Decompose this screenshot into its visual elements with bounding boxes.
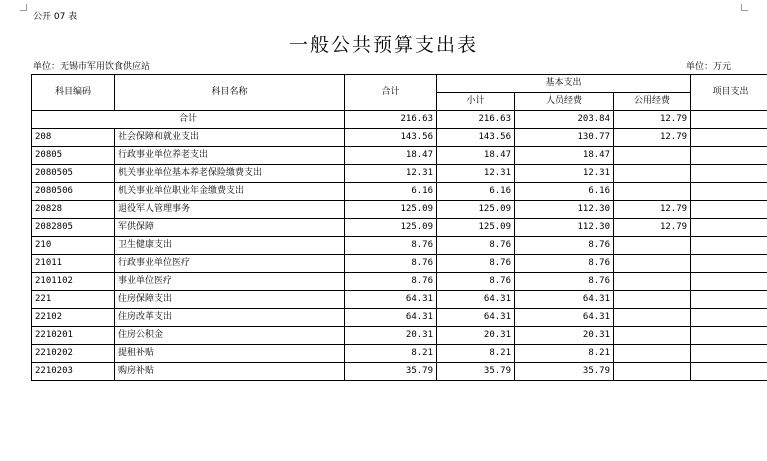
header-row xyxy=(32,75,767,93)
cell-personnel: 35.79 xyxy=(515,363,614,381)
table-row xyxy=(32,129,767,147)
header-personnel: 人员经费 xyxy=(515,93,614,111)
cell-personnel: 112.30 xyxy=(515,219,614,237)
cell-total: 6.16 xyxy=(345,183,437,201)
cell-code: 2210201 xyxy=(32,327,115,345)
cell-public xyxy=(614,273,691,291)
cell-name: 住房改革支出 xyxy=(115,309,345,327)
header-subtotal: 小计 xyxy=(437,93,515,111)
crop-mark-top-right xyxy=(741,4,748,11)
total-public: 12.79 xyxy=(614,111,691,129)
header-code: 科目编码 xyxy=(32,75,115,111)
crop-mark-top-left xyxy=(20,4,27,11)
cell-name: 机关事业单位职业年金缴费支出 xyxy=(115,183,345,201)
cell-personnel: 6.16 xyxy=(515,183,614,201)
cell-total: 125.09 xyxy=(345,219,437,237)
cell-subtotal: 125.09 xyxy=(437,219,515,237)
cell-personnel: 8.76 xyxy=(515,273,614,291)
cell-project xyxy=(691,237,767,255)
cell-project xyxy=(691,219,767,237)
page-title: 一般公共预算支出表 xyxy=(288,34,478,56)
table-row xyxy=(32,309,767,327)
cell-project xyxy=(691,291,767,309)
cell-subtotal: 35.79 xyxy=(437,363,515,381)
cell-code: 20828 xyxy=(32,201,115,219)
cell-code: 22102 xyxy=(32,309,115,327)
cell-project xyxy=(691,327,767,345)
table-row xyxy=(32,327,767,345)
cell-public: 12.79 xyxy=(614,219,691,237)
cell-subtotal: 125.09 xyxy=(437,201,515,219)
cell-total: 8.76 xyxy=(345,255,437,273)
table-row xyxy=(32,237,767,255)
cell-name: 退役军人管理事务 xyxy=(115,201,345,219)
cell-code: 20805 xyxy=(32,147,115,165)
cell-public xyxy=(614,255,691,273)
cell-subtotal: 20.31 xyxy=(437,327,515,345)
header-total: 合计 xyxy=(345,75,437,111)
table-row xyxy=(32,183,767,201)
cell-total: 64.31 xyxy=(345,309,437,327)
cell-subtotal: 8.76 xyxy=(437,273,515,291)
cell-total: 143.56 xyxy=(345,129,437,147)
cell-personnel: 64.31 xyxy=(515,291,614,309)
cell-code: 2101102 xyxy=(32,273,115,291)
table-row xyxy=(32,147,767,165)
cell-code: 210 xyxy=(32,237,115,255)
total-personnel: 203.84 xyxy=(515,111,614,129)
cell-public xyxy=(614,237,691,255)
table-row xyxy=(32,255,767,273)
cell-code: 2082805 xyxy=(32,219,115,237)
cell-total: 125.09 xyxy=(345,201,437,219)
cell-project xyxy=(691,309,767,327)
cell-public xyxy=(614,327,691,345)
reporting-unit: 单位：无锡市军用饮食供应站 xyxy=(33,62,151,72)
cell-subtotal: 64.31 xyxy=(437,291,515,309)
cell-code: 208 xyxy=(32,129,115,147)
cell-code: 2080505 xyxy=(32,165,115,183)
cell-name: 住房公积金 xyxy=(115,327,345,345)
currency-unit: 单位：万元 xyxy=(686,62,732,72)
cell-code: 2210202 xyxy=(32,345,115,363)
table-row xyxy=(32,273,767,291)
cell-name: 事业单位医疗 xyxy=(115,273,345,291)
total-label: 合计 xyxy=(32,111,345,129)
cell-public xyxy=(614,183,691,201)
cell-project xyxy=(691,273,767,291)
cell-project xyxy=(691,165,767,183)
cell-public: 12.79 xyxy=(614,129,691,147)
cell-personnel: 8.76 xyxy=(515,255,614,273)
cell-subtotal: 6.16 xyxy=(437,183,515,201)
table-row xyxy=(32,165,767,183)
cell-public xyxy=(614,291,691,309)
cell-total: 8.76 xyxy=(345,273,437,291)
header-public: 公用经费 xyxy=(614,93,691,111)
cell-subtotal: 12.31 xyxy=(437,165,515,183)
cell-public xyxy=(614,363,691,381)
table-row xyxy=(32,345,767,363)
cell-total: 8.76 xyxy=(345,237,437,255)
cell-subtotal: 143.56 xyxy=(437,129,515,147)
cell-total: 8.21 xyxy=(345,345,437,363)
cell-code: 221 xyxy=(32,291,115,309)
cell-project xyxy=(691,183,767,201)
cell-personnel: 12.31 xyxy=(515,165,614,183)
cell-name: 提租补贴 xyxy=(115,345,345,363)
total-project xyxy=(691,111,767,129)
cell-name: 社会保障和就业支出 xyxy=(115,129,345,147)
cell-subtotal: 18.47 xyxy=(437,147,515,165)
cell-personnel: 130.77 xyxy=(515,129,614,147)
cell-subtotal: 8.21 xyxy=(437,345,515,363)
total-total: 216.63 xyxy=(345,111,437,129)
cell-subtotal: 8.76 xyxy=(437,237,515,255)
cell-total: 35.79 xyxy=(345,363,437,381)
cell-project xyxy=(691,147,767,165)
cell-personnel: 8.21 xyxy=(515,345,614,363)
cell-personnel: 8.76 xyxy=(515,237,614,255)
cell-total: 12.31 xyxy=(345,165,437,183)
cell-public: 12.79 xyxy=(614,201,691,219)
cell-public xyxy=(614,345,691,363)
cell-subtotal: 64.31 xyxy=(437,309,515,327)
cell-public xyxy=(614,309,691,327)
cell-project xyxy=(691,129,767,147)
cell-name: 军供保障 xyxy=(115,219,345,237)
cell-code: 2210203 xyxy=(32,363,115,381)
cell-personnel: 112.30 xyxy=(515,201,614,219)
total-row xyxy=(32,111,767,129)
cell-project xyxy=(691,363,767,381)
cell-name: 行政事业单位养老支出 xyxy=(115,147,345,165)
cell-project xyxy=(691,201,767,219)
cell-total: 20.31 xyxy=(345,327,437,345)
table-row xyxy=(32,363,767,381)
cell-subtotal: 8.76 xyxy=(437,255,515,273)
cell-project xyxy=(691,345,767,363)
header-name: 科目名称 xyxy=(115,75,345,111)
cell-public xyxy=(614,165,691,183)
cell-name: 行政事业单位医疗 xyxy=(115,255,345,273)
total-subtotal: 216.63 xyxy=(437,111,515,129)
cell-name: 机关事业单位基本养老保险缴费支出 xyxy=(115,165,345,183)
table-row xyxy=(32,219,767,237)
cell-personnel: 20.31 xyxy=(515,327,614,345)
table-row xyxy=(32,201,767,219)
cell-name: 卫生健康支出 xyxy=(115,237,345,255)
cell-name: 购房补贴 xyxy=(115,363,345,381)
cell-code: 21011 xyxy=(32,255,115,273)
cell-project xyxy=(691,255,767,273)
cell-public xyxy=(614,147,691,165)
cell-name: 住房保障支出 xyxy=(115,291,345,309)
cell-personnel: 64.31 xyxy=(515,309,614,327)
table-row xyxy=(32,291,767,309)
cell-code: 2080506 xyxy=(32,183,115,201)
form-number: 公开 07 表 xyxy=(33,12,78,22)
header-project: 项目支出 xyxy=(691,75,767,111)
cell-personnel: 18.47 xyxy=(515,147,614,165)
cell-total: 64.31 xyxy=(345,291,437,309)
budget-table xyxy=(31,74,767,381)
header-basic: 基本支出 xyxy=(437,75,691,93)
cell-total: 18.47 xyxy=(345,147,437,165)
